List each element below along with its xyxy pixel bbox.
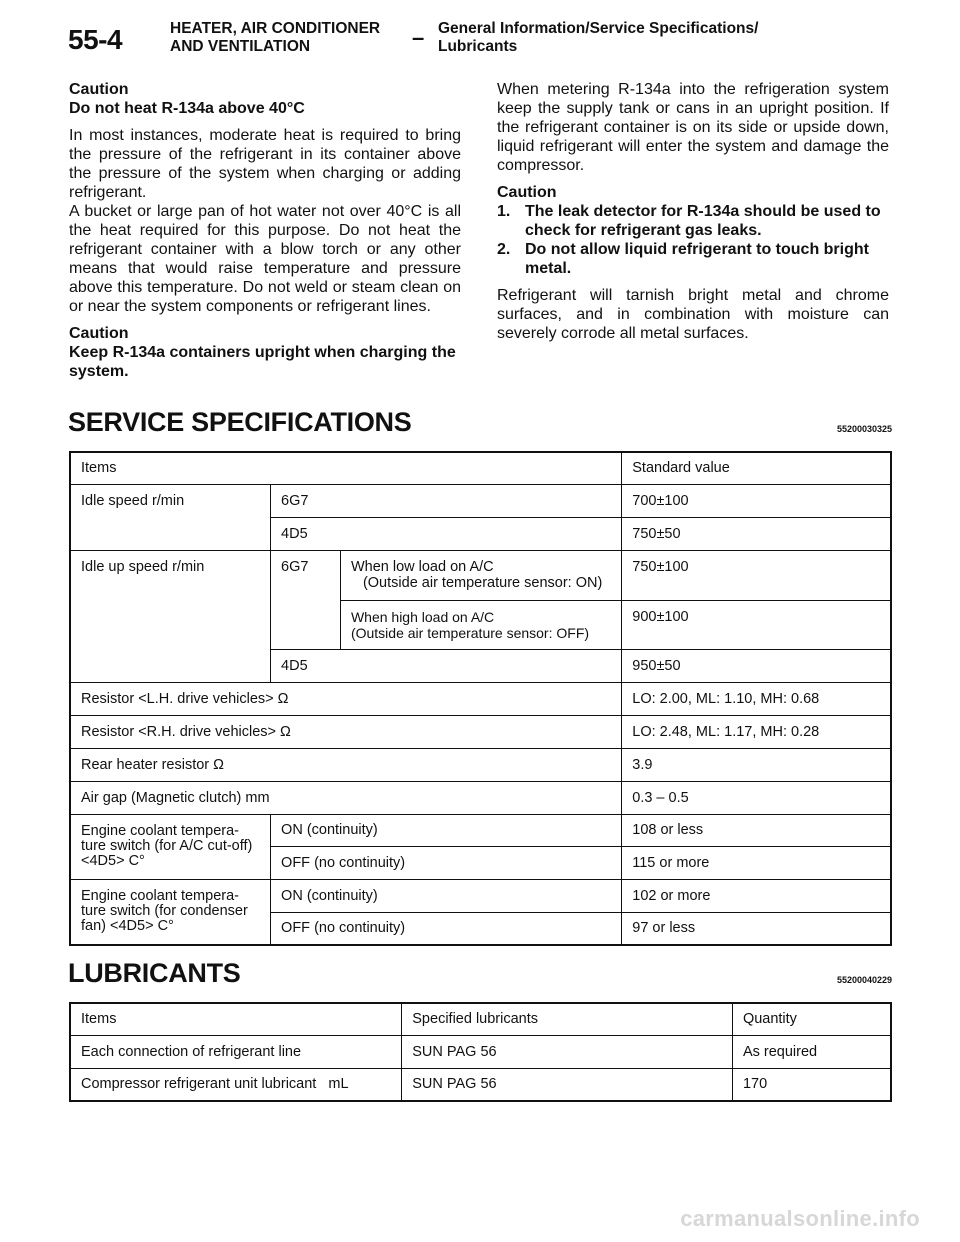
watermark-link[interactable]: carmanualsonline.info bbox=[680, 1206, 920, 1231]
table-header-row bbox=[70, 452, 891, 484]
paragraph: A bucket or large pan of hot water not over 40°C is all the heat required for this purpose. Do not heat the refrigerant container with a blow torch or any other means that would raise temperature and pressure above this temperature. Do not weld or steam clean on or near the system components or refrigerant lines. bbox=[69, 203, 461, 315]
table-cell: Resistor <R.H. drive vehicles> Ω bbox=[70, 715, 622, 748]
table-cell: 6G7 bbox=[271, 484, 622, 517]
table-cell: 102 or more bbox=[622, 879, 891, 912]
table-cell: 108 or less bbox=[622, 814, 891, 846]
table-row bbox=[70, 814, 891, 846]
table-row bbox=[70, 715, 891, 748]
table-cell: ON (continuity) bbox=[271, 814, 622, 846]
caution-text: Keep R-134a containers upright when charging the system. bbox=[69, 344, 456, 380]
table-cell: OFF (no continuity) bbox=[271, 846, 622, 879]
table-cell: Engine coolant tempera- ture switch (for condenser fan) <4D5> C° bbox=[70, 879, 271, 945]
table-header-row bbox=[70, 1003, 891, 1035]
list-item: 2. Do not allow liquid refrigerant to touch bright metal. bbox=[497, 241, 869, 277]
table-cell bbox=[340, 600, 621, 649]
table-cell: SUN PAG 56 bbox=[402, 1035, 733, 1068]
paragraph: Refrigerant will tarnish bright metal and chrome surfaces, and in combination with moisture can severely corrode all metal surfaces. bbox=[497, 287, 889, 342]
table-cell: 4D5 bbox=[271, 517, 622, 550]
condition-line: When high load on A/C bbox=[350, 608, 495, 625]
table-cell: Engine coolant tempera- ture switch (for A/C cut-off) <4D5> C° bbox=[70, 814, 271, 879]
section-code: 55200040229 bbox=[836, 975, 892, 985]
table-cell: Idle speed r/min bbox=[70, 484, 271, 550]
table-cell bbox=[340, 550, 621, 600]
table-row bbox=[70, 682, 891, 715]
section-code: 55200030325 bbox=[836, 424, 892, 434]
table-cell: LO: 2.00, ML: 1.10, MH: 0.68 bbox=[622, 682, 891, 715]
table-row bbox=[70, 1035, 891, 1068]
table-cell: Each connection of refrigerant line bbox=[70, 1035, 402, 1068]
paragraph: In most instances, moderate heat is required to bring the pressure of the refrigerant in its container above the pressure of the system when charging or adding refrigerant. bbox=[69, 127, 461, 201]
table-cell: 750±100 bbox=[622, 550, 891, 600]
caution-label: Caution bbox=[69, 325, 129, 342]
table-cell: LO: 2.48, ML: 1.17, MH: 0.28 bbox=[622, 715, 891, 748]
condition-line: (Outside air temperature sensor: ON) bbox=[362, 574, 603, 591]
header-dash: – bbox=[412, 25, 425, 50]
right-column bbox=[497, 80, 889, 351]
table-cell: 115 or more bbox=[622, 846, 891, 879]
table-cell: 950±50 bbox=[622, 649, 891, 682]
table-cell: Idle up speed r/min bbox=[70, 550, 271, 682]
table-cell: 700±100 bbox=[622, 484, 891, 517]
service-specifications-table bbox=[69, 451, 892, 946]
section-title-line2: AND VENTILATION bbox=[170, 38, 311, 55]
table-row bbox=[70, 781, 891, 814]
table-cell: Resistor <L.H. drive vehicles> Ω bbox=[70, 682, 622, 715]
lubricants-table bbox=[69, 1002, 892, 1102]
condition-line: (Outside air temperature sensor: OFF) bbox=[350, 624, 590, 641]
table-cell: Rear heater resistor Ω bbox=[70, 748, 622, 781]
table-cell: Compressor refrigerant unit lubricant mL bbox=[70, 1068, 402, 1101]
caution-label: Caution bbox=[69, 81, 129, 98]
table-cell: 97 or less bbox=[622, 912, 891, 945]
table-cell: 170 bbox=[732, 1068, 891, 1101]
table-cell: 4D5 bbox=[271, 649, 622, 682]
caution-list bbox=[497, 202, 889, 278]
table-cell: ON (continuity) bbox=[271, 879, 622, 912]
table-header-cell: Quantity bbox=[732, 1003, 891, 1035]
section-title bbox=[170, 20, 380, 56]
table-cell: 6G7 bbox=[271, 550, 341, 649]
section-title-line1: HEATER, AIR CONDITIONER bbox=[170, 20, 381, 37]
lubricants-heading: LUBRICANTS bbox=[68, 958, 241, 988]
table-cell: Air gap (Magnetic clutch) mm bbox=[70, 781, 622, 814]
table-cell: 3.9 bbox=[622, 748, 891, 781]
table-cell: As required bbox=[732, 1035, 891, 1068]
list-item: 1. The leak detector for R-134a should be used to check for refrigerant gas leaks. bbox=[497, 203, 881, 239]
caution-title: Do not heat R-134a above 40°C bbox=[69, 100, 305, 117]
table-cell: 0.3 – 0.5 bbox=[622, 781, 891, 814]
table-row bbox=[70, 550, 891, 600]
table-header-cell: Standard value bbox=[622, 452, 891, 484]
paragraph: When metering R-134a into the refrigeration system keep the supply tank or cans in an upright position. If the refrigerant container is on its side or upside down, liquid refrigerant will enter the system and damage the compressor. bbox=[497, 81, 889, 174]
topic-title bbox=[438, 20, 758, 56]
condition-line: When low load on A/C bbox=[350, 558, 494, 575]
table-cell: 900±100 bbox=[622, 600, 891, 649]
table-row bbox=[70, 484, 891, 517]
page-number: 55-4 bbox=[68, 24, 123, 55]
service-specifications-heading: SERVICE SPECIFICATIONS bbox=[68, 407, 412, 437]
table-header-cell: Items bbox=[70, 452, 622, 484]
table-row bbox=[70, 1068, 891, 1101]
table-header-cell: Specified lubricants bbox=[402, 1003, 733, 1035]
table-header-cell: Items bbox=[70, 1003, 402, 1035]
table-row bbox=[70, 748, 891, 781]
table-cell: 750±50 bbox=[622, 517, 891, 550]
topic-title-line2: Lubricants bbox=[438, 38, 518, 55]
table-row bbox=[70, 879, 891, 912]
left-column bbox=[69, 80, 461, 389]
table-cell: SUN PAG 56 bbox=[402, 1068, 733, 1101]
caution-label: Caution bbox=[497, 184, 557, 201]
table-cell: OFF (no continuity) bbox=[271, 912, 622, 945]
topic-title-line1: General Information/Service Specifications/ bbox=[438, 20, 759, 37]
